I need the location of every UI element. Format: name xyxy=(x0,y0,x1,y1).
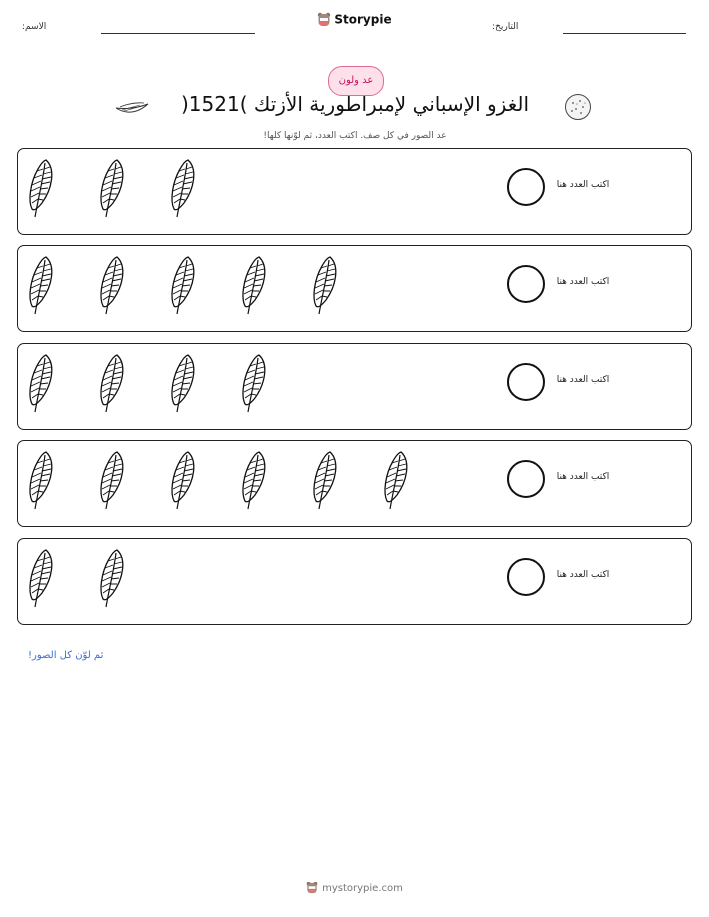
brand xyxy=(0,12,709,28)
feather-icon xyxy=(168,352,196,414)
answer-circle[interactable] xyxy=(507,558,545,596)
page-title: الغزو الإسباني لإمبراطورية الأزتك )1521( xyxy=(180,92,529,116)
answer-circle[interactable] xyxy=(507,168,545,206)
feather-icon xyxy=(97,449,125,511)
date-label: التاريخ: xyxy=(492,22,519,32)
count-row xyxy=(17,343,692,430)
answer-circle[interactable] xyxy=(507,265,545,303)
answer-circle[interactable] xyxy=(507,460,545,498)
date-line xyxy=(563,33,686,34)
activity-badge: عد ولون xyxy=(328,66,384,96)
feather-icon xyxy=(97,254,125,316)
brand-name: Storypie xyxy=(334,12,392,27)
feather-icon xyxy=(168,449,196,511)
count-row xyxy=(17,148,692,235)
instructions: عد الصور في كل صف. اكتب العدد، ثم لوّنها كلها! xyxy=(263,131,447,141)
feather-icon xyxy=(97,352,125,414)
footer xyxy=(0,881,709,895)
feather-icon xyxy=(239,352,267,414)
feather-icon xyxy=(239,254,267,316)
cacao-bean-icon xyxy=(563,92,593,122)
name-label: الاسم: xyxy=(22,22,47,32)
feather-icon xyxy=(310,449,338,511)
answer-label: اكتب العدد هنا xyxy=(556,472,610,482)
name-line xyxy=(101,33,255,34)
answer-label: اكتب العدد هنا xyxy=(556,570,610,580)
feather-icon xyxy=(310,254,338,316)
feather-icon xyxy=(381,449,409,511)
count-row xyxy=(17,538,692,625)
answer-circle[interactable] xyxy=(507,363,545,401)
feather-icon xyxy=(26,254,54,316)
canoe-icon xyxy=(114,98,150,118)
feather-icon xyxy=(26,352,54,414)
feather-icon xyxy=(239,449,267,511)
feather-icon xyxy=(26,547,54,609)
answer-label: اكتب العدد هنا xyxy=(556,375,610,385)
answer-label: اكتب العدد هنا xyxy=(556,277,610,287)
feather-icon xyxy=(168,157,196,219)
feather-icon xyxy=(26,449,54,511)
storypie-logo-icon xyxy=(317,12,331,28)
storypie-footer-logo-icon xyxy=(306,881,318,895)
feather-icon xyxy=(97,547,125,609)
count-row xyxy=(17,245,692,332)
feather-icon xyxy=(168,254,196,316)
count-row xyxy=(17,440,692,527)
coloring-note: ثم لوّن كل الصور! xyxy=(28,650,104,661)
footer-site: mystorypie.com xyxy=(322,883,403,894)
feather-icon xyxy=(26,157,54,219)
feather-icon xyxy=(97,157,125,219)
answer-label: اكتب العدد هنا xyxy=(556,180,610,190)
